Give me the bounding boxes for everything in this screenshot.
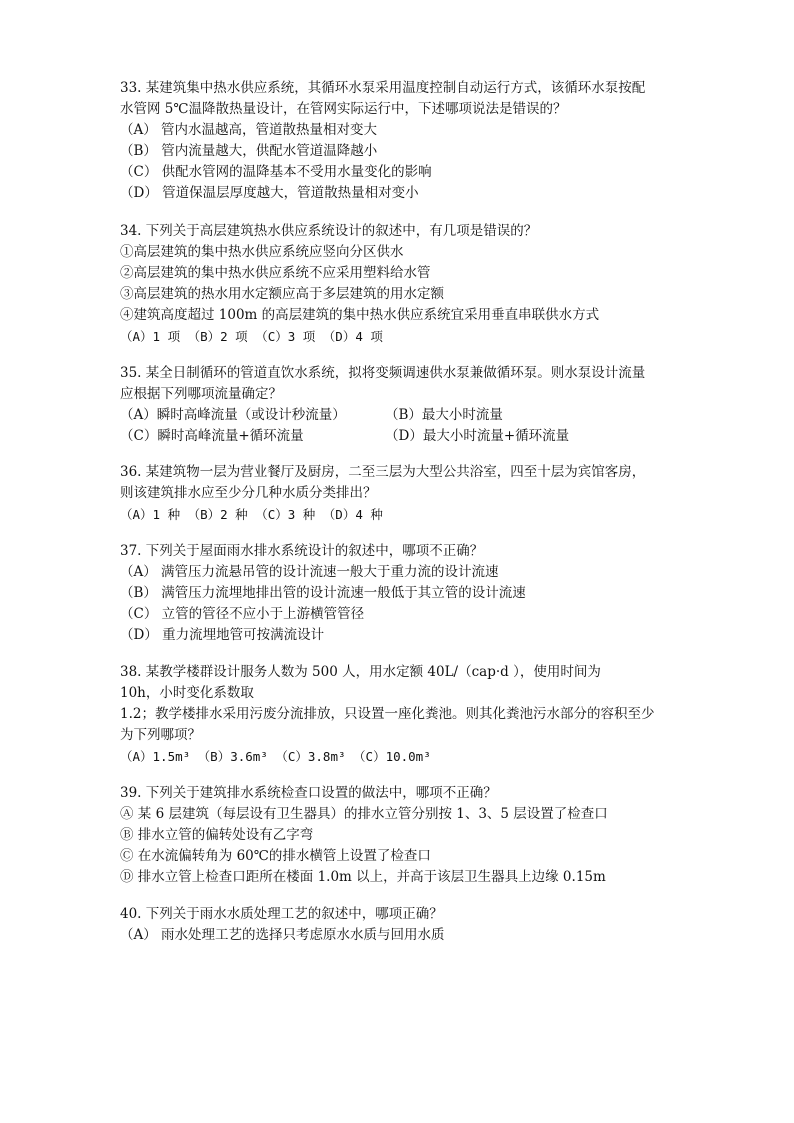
answer-option: Ⓓ 排水立管上检查口距所在楼面 1.0m 以上，并高于该层卫生器具上边缘 0.15m (120, 869, 606, 885)
answer-option: （D） 重力流埋地管可按满流设计 (120, 627, 325, 643)
question-36 (120, 462, 700, 525)
answer-options-line: （A）1.5m³ （B）3.6m³ （C）3.8m³ （C）10.0m³ (120, 749, 431, 764)
question-stem-line: 1.2；教学楼排水采用污废分流排放，只设置一座化粪池。则其化粪池污水部分的容积至少 (120, 706, 655, 722)
question-stem-line: 水管网 5℃温降散热量设计，在管网实际运行中，下述哪项说法是错误的？ (120, 101, 567, 117)
statement-item: ③高层建筑的热水用水定额应高于多层建筑的用水定额 (120, 286, 444, 302)
question-stem-line: 33. 某建筑集中热水供应系统，其循环水泵采用温度控制自动运行方式，该循环水泵按配 (120, 80, 646, 96)
statement-item: ①高层建筑的集中热水供应系统应竖向分区供水 (120, 244, 404, 260)
question-37 (120, 541, 700, 646)
statement-item: ②高层建筑的集中热水供应系统不应采用塑料给水管 (120, 265, 431, 281)
answer-option: （C）瞬时高峰流量+循环流量 (120, 428, 304, 444)
question-stem-line: 37. 下列关于屋面雨水排水系统设计的叙述中，哪项不正确？ (120, 543, 484, 559)
question-38 (120, 662, 700, 767)
answer-option: Ⓒ 在水流偏转角为 60℃的排水横管上设置了检查口 (120, 848, 431, 864)
question-stem-line: 36. 某建筑物一层为营业餐厅及厨房，二至三层为大型公共浴室，四至十层为宾馆客房， (120, 464, 646, 480)
question-34 (120, 221, 700, 347)
answer-option: （B）最大小时流量 (385, 407, 503, 423)
answer-options-line: （A）1 项 （B）2 项 （C）3 项 （D）4 项 (120, 329, 383, 344)
answer-option: Ⓐ 某 6 层建筑（每层设有卫生器具）的排水立管分别按 1、3、5 层设置了检查口 (120, 806, 608, 822)
statement-item: ④建筑高度超过 100m 的高层建筑的集中热水供应系统宜采用垂直串联供水方式 (120, 307, 600, 323)
question-stem-line: 则该建筑排水应至少分几种水质分类排出？ (120, 485, 377, 501)
question-stem-line: 39. 下列关于建筑排水系统检查口设置的做法中，哪项不正确？ (120, 785, 497, 801)
answer-option: （B） 管内流量越大，供配水管道温降越小 (120, 143, 378, 159)
answer-option: （A）瞬时高峰流量（或设计秒流量） (120, 407, 346, 423)
answer-option-row (120, 405, 700, 426)
question-stem-line: 34. 下列关于高层建筑热水供应系统设计的叙述中，有几项是错误的？ (120, 223, 538, 239)
answer-option-row (120, 426, 700, 447)
answer-option: （D） 管道保温层厚度越大，管道散热量相对变小 (120, 185, 419, 201)
question-35 (120, 363, 700, 447)
answer-option: （A） 满管压力流悬吊管的设计流速一般大于重力流的设计流速 (120, 564, 499, 580)
question-stem-line: 10h，小时变化系数取 (120, 685, 254, 701)
answer-option: （C） 供配水管网的温降基本不受用水量变化的影响 (120, 164, 432, 180)
question-stem-line: 40. 下列关于雨水水质处理工艺的叙述中，哪项正确？ (120, 906, 443, 922)
answer-option: Ⓑ 排水立管的偏转处设有乙字弯 (120, 827, 314, 843)
answer-option: （A） 管内水温越高，管道散热量相对变大 (120, 122, 378, 138)
answer-options-line: （A）1 种 （B）2 种 （C）3 种 （D）4 种 (120, 507, 383, 522)
question-stem-line: 为下列哪项？ (120, 727, 201, 743)
question-39 (120, 783, 700, 888)
answer-option: （B） 满管压力流埋地排出管的设计流速一般低于其立管的设计流速 (120, 585, 526, 601)
answer-option: （C） 立管的管径不应小于上游横管管径 (120, 606, 365, 622)
question-stem-line: 35. 某全日制循环的管道直饮水系统，拟将变频调速供水泵兼做循环泵。则水泵设计流量 (120, 365, 646, 381)
question-stem-line: 应根据下列哪项流量确定？ (120, 386, 282, 402)
answer-option: （A） 雨水处理工艺的选择只考虑原水水质与回用水质 (120, 927, 445, 943)
answer-option: （D）最大小时流量+循环流量 (385, 428, 570, 444)
question-stem-line: 38. 某教学楼群设计服务人数为 500 人，用水定额 40L/（cap·d ），使用时间为 (120, 664, 601, 680)
question-40 (120, 904, 700, 946)
question-33 (120, 78, 700, 204)
